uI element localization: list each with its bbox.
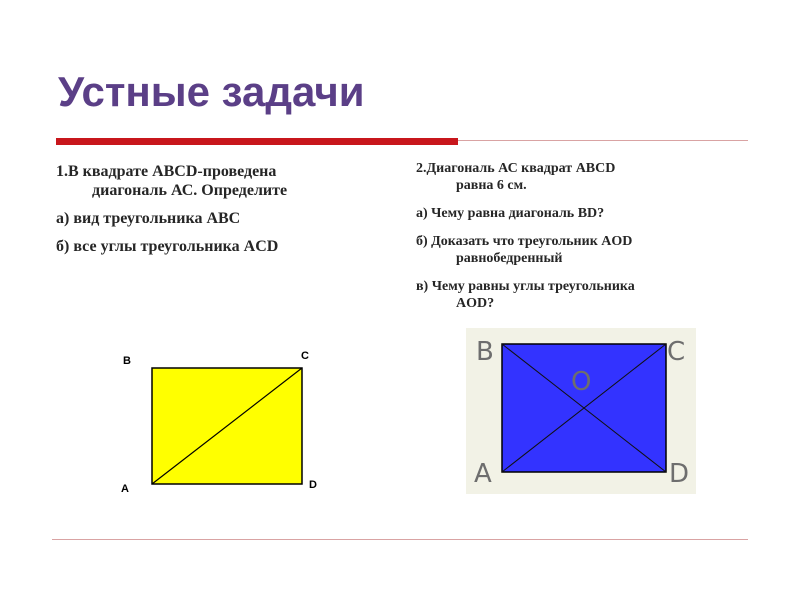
slide-title: Устные задачи (58, 68, 365, 115)
task2-item-b-line1: б) Доказать что треугольник AOD (416, 234, 633, 249)
task2-statement (416, 160, 756, 194)
task2-item-b-line2: равнобедренный (456, 251, 563, 266)
vertex-label-c: C (301, 350, 309, 362)
vertex-label-b: B (476, 337, 494, 367)
title-underline-thick (56, 138, 458, 145)
task1-line2: диагональ АС. Определите (92, 182, 288, 199)
bottom-divider (52, 539, 748, 540)
vertex-label-d: D (309, 479, 317, 491)
task2-item-c-line2: AOD? (456, 296, 495, 311)
blue-square-figure (466, 328, 696, 494)
task1-statement (56, 162, 406, 200)
task1-item-a: а) вид треугольника АВС (56, 210, 241, 227)
vertex-label-c: C (667, 337, 686, 367)
yellow-square-figure (112, 342, 332, 502)
title-underline-thin (458, 140, 748, 141)
task2-text (416, 160, 756, 323)
task2-line2: равна 6 см. (456, 178, 527, 193)
task1-text (56, 162, 406, 265)
task2-item-c-line1: в) Чему равны углы треугольника (416, 279, 635, 294)
vertex-label-d: D (669, 459, 690, 489)
task1-item-b: б) все углы треугольника ACD (56, 238, 279, 255)
center-label-o: O (571, 367, 592, 397)
task2-line1: 2.Диагональ АС квадрат ABCD (416, 161, 616, 176)
task2-item-a: а) Чему равна диагональ BD? (416, 206, 605, 221)
task2-item-c (416, 278, 756, 312)
vertex-label-b: B (123, 355, 131, 367)
vertex-label-a: A (474, 459, 492, 489)
task1-line1: 1.В квадрате ABCD-проведена (56, 163, 277, 180)
vertex-label-a: A (121, 483, 129, 495)
task2-item-b (416, 233, 756, 267)
